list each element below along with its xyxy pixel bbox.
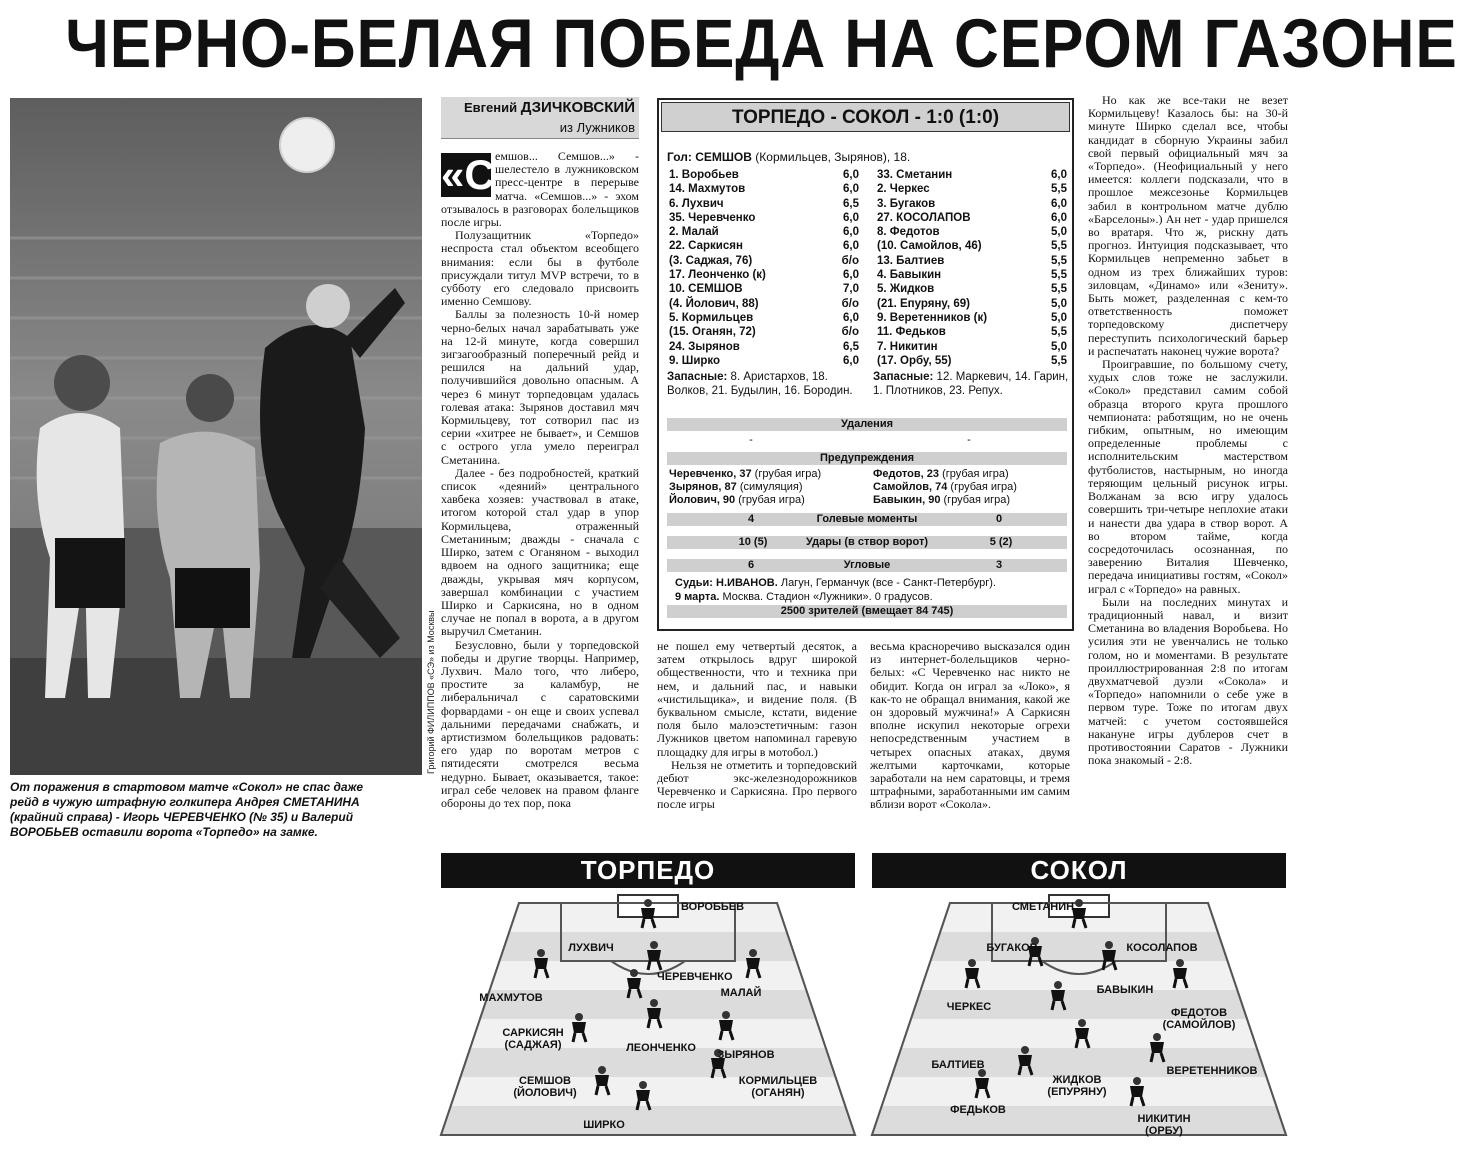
lineup-player-name: БАЛТИЕВ — [931, 1059, 985, 1071]
lineup-player-label — [952, 942, 1072, 954]
lineup-player-name: ФЕДЬКОВ — [950, 1104, 1006, 1116]
referee-label: Судьи: — [675, 577, 713, 589]
lineup-player-name: ВОРОБЬЕВ — [681, 901, 745, 913]
player-name: (15. Оганян, 72) — [669, 326, 756, 339]
lineup-title: ТОРПЕДО — [441, 853, 855, 888]
lineup-player-name: БАВЫКИН — [1096, 984, 1154, 996]
lineup-player-label — [909, 1001, 1029, 1013]
torpedo-lineup-diagram — [441, 853, 855, 1137]
sendoffs-row — [667, 433, 1067, 447]
player-row — [877, 282, 1067, 296]
article-column-4 — [1088, 94, 1288, 844]
shots-label: Удары (в створ ворот) — [805, 536, 929, 548]
match-venue: Москва. Стадион «Лужники». 0 градусов. — [722, 590, 933, 603]
warning-player: Самойлов, 74 — [873, 481, 948, 493]
match-date: 9 марта. — [675, 590, 720, 603]
player-row — [669, 268, 859, 282]
warning-reason: (грубая игра) — [950, 481, 1017, 493]
lineup-player-name: КОРМИЛЬЦЕВ — [738, 1075, 818, 1087]
warning-left — [669, 493, 805, 507]
warning-player: Федотов, 23 — [873, 468, 940, 480]
article-paragraph: Были на последних минутах и традиционный навал, и визит Сметанина во владения Воробьева. Но усилия эти не увенчались не только голом, но и моментами. В результате проиллюстрированная 2:8 по итогам двухматчевой дуэли «Сокола» и «Торпедо» напомнили о себе уже в первом туре. Тоже по итогам двух матчей: с учетом состоявшейся накануне игры дублеров счет в противостоянии Саратов - Лужники пока знакомый - 2:8. — [1088, 594, 1288, 768]
player-name: 9. Веретенников (к) — [877, 311, 988, 324]
player-row — [669, 168, 859, 182]
player-name: 10. СЕМШОВ — [669, 283, 743, 296]
corners-band — [667, 559, 1067, 572]
player-rating: 6,0 — [843, 311, 859, 324]
warning-right — [873, 467, 1009, 481]
lineup-player-name: СЕМШОВ — [519, 1075, 571, 1087]
warning-reason: (грубая игра) — [738, 494, 805, 506]
article-paragraph: Проигравшие, по большому счету, худых слов тоже не заслужили. «Сокол» представил самим собой образца второго круга прошлого чемпионата: работящим, но не очень гибким, опытным, но имеющим определенные проблемы с исполнительским мастерством футболистов, настырным, но иногда теряющим цельный рисунок игры. Волжанам за всю игру удалось совершить три-четыре неплохие атаки и нанести два удара в створ ворот. А во втором тайме, когда сосредоточилась осознанная, по заверению Виталия Шевченко, передача инициативы гостям, «Сокол» играл с «Торпедо» на равных. — [1088, 357, 1288, 596]
player-rating: 5,0 — [1051, 340, 1067, 353]
article-paragraph: Баллы за полезность 10-й номер черно-белых начал зарабатывать уже на 12-й минуте, когда совершил зигзагообразный поперечный рейд и решился на дальний удар, получившийся довольно опасным. А через 6 минут торпедовцам удалась голевая атака: Зырянов доставил мяч Кормильцеву, тот сотворил пас из серии «хитрее не бывает», и Семшов с острого угла умело переиграл Сметанина. — [441, 307, 639, 467]
chances-right: 0 — [995, 513, 1003, 525]
lineup-player-label — [1102, 942, 1222, 954]
lineup-player-label — [1012, 901, 1074, 913]
player-row — [877, 268, 1067, 282]
lineup-player-label — [1065, 984, 1185, 996]
player-rating: 6,0 — [843, 183, 859, 196]
player-name: 8. Федотов — [877, 226, 940, 239]
player-name: 4. Бавыкин — [877, 269, 942, 282]
lineup-player-label — [1104, 1113, 1224, 1137]
author-first-name: Евгений — [463, 100, 518, 115]
warning-right — [873, 480, 1017, 494]
warning-player: Бавыкин, 90 — [873, 494, 941, 506]
article-paragraph: не пошел ему четвертый десяток, а затем открылось вдруг широкой общественности, что и техника при нем, и дальний пас, и навыки «чистильщика», и видение поля. (В буквальном смысле, кстати, видение поля было малоэстетичным: газон Лужников цветом напоминал гаревую площадку для игры в мотобол.) — [657, 639, 857, 759]
warning-right — [873, 493, 1010, 507]
warning-left — [669, 467, 821, 481]
match-photo — [10, 98, 422, 775]
player-row — [877, 182, 1067, 196]
article-paragraph: Но как же все-таки не везет Кормильцеву! Казалось бы: на 30-й минуте Ширко сделал все, чтобы кандидат в сборную Украины забил свой первый официальный мяч за «Торпедо». (Неофициальный у него имеется: коллеги подсказали, что в прошлое межсезонье Кормильцев забил в контрольном матче дублю «Барселоны».) Ан нет - удар пришелся во вратаря. Что ж, рискну дать прогноз. Интуиция подсказывает, что Кормильцев непременно забьет в одном из трех ближайших туров: зиловцам, «Динамо» или «Зениту». Быть может, разделенная с кем-то ответственность поможет торпедовскому диспетчеру переступить психологический барьер и распечатать наконец чужие ворота? — [1088, 93, 1288, 358]
chances-left: 4 — [747, 513, 755, 525]
player-row — [877, 254, 1067, 268]
lineup-player-label — [686, 1049, 806, 1061]
warnings-label: Предупреждения — [819, 452, 915, 464]
lineup-player-name: ФЕДОТОВ — [1170, 1007, 1228, 1019]
referee-assistants: Лагун, Германчук (все - Санкт-Петербург). — [780, 577, 996, 589]
lineup-player-name: ЖИДКОВ — [1052, 1074, 1102, 1086]
lineup-substitute-name: (САДЖАЯ) — [504, 1039, 562, 1051]
player-rating: 6,0 — [1051, 211, 1067, 224]
byline — [441, 97, 639, 139]
warning-reason: (симуляция) — [739, 481, 803, 493]
lineup-player-name: САРКИСЯН — [502, 1027, 564, 1039]
shots-left: 10 (5) — [738, 536, 768, 548]
player-row — [669, 197, 859, 211]
player-rating: 5,0 — [1051, 311, 1067, 324]
lineup-player-label — [1152, 1065, 1272, 1077]
match-score-title: ТОРПЕДО - СОКОЛ - 1:0 (1:0) — [661, 102, 1070, 132]
article-column-3 — [870, 640, 1070, 840]
subs-label: Запасные: — [667, 371, 728, 383]
player-rating: 6,0 — [843, 226, 859, 239]
article-paragraph: весьма красноречиво высказался один из интернет-болельщиков черно-белых: «С Черевченко нас никто не обидит. Когда он играл за «Локо», я как-то не обращал внимания, какой же он здоровый мужчина!» А Саркисян вполне искупил некоторые огрехи непосредственным участием в четырех опасных атаках, двумя желтыми карточками, которые заработали на нем саратовцы, и тремя штрафными, заработанными им самим вблизи ворот «Сокола». — [870, 639, 1070, 812]
player-rating: 5,0 — [1051, 297, 1067, 310]
sokol-lineup-diagram — [872, 853, 1286, 1137]
player-row — [877, 354, 1067, 368]
article-paragraph: емшов... Семшов...» - шелестело в лужниковском пресс-центре в перерыве матча. «Семшов...» - эхом отзывалось в разговорах болельщиков после игры. — [441, 149, 639, 230]
goal-line — [667, 150, 910, 164]
attendance-band — [667, 605, 1067, 618]
player-row — [877, 297, 1067, 311]
lineup-player-label — [1139, 1007, 1259, 1031]
caption-line: рейд в чужую штрафную голкипера Андрея СМЕТАНИНА — [10, 795, 360, 809]
sendoffs-band — [667, 418, 1067, 431]
player-rating: 5,5 — [1051, 269, 1067, 282]
pitch — [441, 895, 855, 1137]
player-rating: 7,0 — [843, 283, 859, 296]
player-name: 33. Сметанин — [877, 169, 953, 181]
lineup-player-name: ЧЕРЕВЧЕНКО — [657, 971, 733, 983]
warning-row — [667, 467, 1067, 481]
drop-cap: «С — [441, 151, 495, 198]
player-rating: 6,5 — [843, 197, 859, 210]
player-row — [877, 168, 1067, 182]
player-rating: 6,0 — [843, 354, 859, 367]
warning-reason: (грубая игра) — [754, 468, 822, 480]
lineup-title: СОКОЛ — [872, 853, 1286, 888]
lineup-player-label — [657, 971, 733, 983]
article-paragraph: Безусловно, были у торпедовской победы и другие творцы. Например, Лухвич. Мало того, что либеро, простите за каламбур, не либеральничал с саратовскими форвардами - он еще и своих успевал дальними передачами снабжать, и артистизмом болельщиков радовать: его удар по воротам метров с пятидесяти смотрелся весьма недурно. Бывает, оказывается, такое: играл себе человек на правом фланге обороны до тех пор, пока — [441, 637, 639, 810]
player-row — [877, 340, 1067, 354]
subs-label: Запасные: — [873, 371, 934, 383]
lineup-player-label — [451, 992, 571, 1004]
player-rating: 6,5 — [843, 340, 859, 353]
lineup-player-name: КОСОЛАПОВ — [1126, 942, 1198, 954]
player-name: 6. Лухвич — [669, 197, 724, 210]
player-row — [877, 197, 1067, 211]
player-row — [669, 239, 859, 253]
article-paragraph: Далее - без подробностей, краткий список «деяний» центрального хавбека хозяев: участвовал в атаке, итогом которой стал удар в упор Кормильцева, отраженный Сметаниным; дважды - сначала с Ширко, затем с Оганяном - выходил вдвоем на одного защитника; еще дважды, укрывая мяч корпусом, завершал комбинации с участием Ширко и Саркисяна, но в одном случае не попал в ворота, а в другом выручил Сметанин. — [441, 465, 639, 639]
player-rating: б/о — [841, 326, 859, 339]
player-name: 1. Воробьев — [669, 169, 739, 181]
player-name: 13. Балтиев — [877, 254, 945, 267]
player-rating: 6,0 — [1051, 197, 1067, 210]
torpedo-player-list — [669, 168, 859, 368]
warning-left — [669, 480, 803, 494]
sendoffs-right: - — [967, 434, 971, 446]
player-rating: 5,5 — [1051, 240, 1067, 253]
lineup-player-label — [718, 1075, 838, 1099]
player-rating: 6,0 — [843, 211, 859, 224]
player-row — [877, 239, 1067, 253]
referee-info — [675, 577, 1065, 604]
goal-scorer: СЕМШОВ — [695, 150, 752, 164]
player-name: (17. Орбу, 55) — [877, 354, 952, 367]
corners-label: Угловые — [843, 559, 891, 571]
subs-names: 12. Маркевич, 14. Гарин, 1. Плотников, 23. Репух. — [873, 371, 1069, 397]
player-rating: 6,0 — [1051, 169, 1067, 181]
caption-line: От поражения в стартовом матче «Сокол» не спас даже — [10, 780, 364, 794]
player-rating: 6,0 — [843, 169, 859, 181]
player-rating: 5,5 — [1051, 283, 1067, 296]
lineup-player-label — [681, 987, 801, 999]
player-name: (3. Саджая, 76) — [669, 254, 753, 267]
player-rating: 6,0 — [843, 240, 859, 253]
shots-band — [667, 536, 1067, 549]
goal-detail: (Кормильцев, Зырянов), 18. — [755, 150, 911, 164]
photo-credit: Григорий ФИЛИППОВ «СЭ» из Москвы — [426, 610, 436, 774]
lineup-substitute-name: (ЙОЛОВИЧ) — [513, 1087, 577, 1099]
match-photo-illustration — [10, 98, 422, 775]
player-name: 9. Ширко — [669, 354, 721, 367]
author-last-name: ДЗИЧКОВСКИЙ — [520, 99, 635, 116]
player-row — [669, 182, 859, 196]
player-row — [669, 254, 859, 268]
lineup-player-name: МАХМУТОВ — [479, 992, 543, 1004]
player-rating: 5,5 — [1051, 326, 1067, 339]
warning-reason: (грубая игра) — [943, 494, 1011, 506]
player-name: 5. Жидков — [877, 283, 935, 296]
warning-player: Черевченко, 37 — [669, 468, 752, 480]
caption-line: ВОРОБЬЕВ оставили ворота «Торпедо» на замке. — [10, 825, 318, 839]
player-name: 22. Саркисян — [669, 240, 743, 253]
warning-row — [667, 493, 1067, 507]
sendoffs-left: - — [749, 434, 753, 446]
lineup-substitute-name: (ЕПУРЯНУ) — [1047, 1086, 1107, 1098]
lineup-player-label — [473, 1027, 593, 1051]
warning-player: Зырянов, 87 — [669, 481, 737, 493]
lineup-player-name: ШИРКО — [583, 1119, 625, 1131]
warning-player: Йолович, 90 — [669, 494, 736, 506]
lineup-player-name: ВЕРЕТЕННИКОВ — [1166, 1065, 1258, 1077]
player-rating: б/о — [841, 297, 859, 310]
player-row — [669, 311, 859, 325]
attendance: 2500 зрителей (вмещает 84 745) — [780, 605, 954, 617]
lineup-player-label — [544, 1119, 664, 1131]
player-name: (10. Самойлов, 46) — [877, 240, 982, 253]
corners-left: 6 — [747, 559, 755, 571]
player-name: 17. Леонченко (к) — [669, 269, 766, 282]
player-name: (21. Епуряну, 69) — [877, 297, 970, 310]
player-rating: 5,5 — [1051, 254, 1067, 267]
lineup-player-name: ЗЫРЯНОВ — [717, 1049, 775, 1061]
article-column-2 — [657, 640, 857, 840]
player-row — [669, 225, 859, 239]
player-row — [669, 282, 859, 296]
player-row — [877, 325, 1067, 339]
player-name: 2. Малай — [669, 226, 719, 239]
match-stats-box — [657, 98, 1074, 631]
player-rating: 6,0 — [843, 269, 859, 282]
player-name: 2. Черкес — [877, 183, 930, 196]
sendoffs-label: Удаления — [840, 418, 894, 430]
lineup-player-label — [1017, 1074, 1137, 1098]
headline: ЧЕРНО-БЕЛАЯ ПОБЕДА НА СЕРОМ ГАЗОНЕ — [65, 5, 1458, 82]
caption-line: (крайний справа) - Игорь ЧЕРЕВЧЕНКО (№ 35) и Валерий — [10, 810, 354, 824]
player-row — [877, 225, 1067, 239]
torpedo-substitutes — [667, 370, 863, 398]
lineup-player-label — [485, 1075, 605, 1099]
sokol-player-list — [877, 168, 1067, 368]
article-paragraph: Нельзя не отметить и торпедовский дебют экс-железнодорожников Черевченко и Саркисяна. Про первого после игры — [657, 757, 857, 812]
lineup-player-name: ЛУХВИЧ — [568, 942, 614, 954]
player-row — [669, 340, 859, 354]
player-row — [669, 325, 859, 339]
lineup-player-name: МАЛАЙ — [720, 987, 762, 999]
subs-names: 8. Аристархов, 18. Волков, 21. Будылин, 16. Бородин. — [667, 371, 853, 397]
lineup-substitute-name: (САМОЙЛОВ) — [1162, 1019, 1236, 1031]
player-rating: б/о — [841, 254, 859, 267]
player-name: 14. Махмутов — [669, 183, 746, 196]
player-rating: 5,5 — [1051, 183, 1067, 196]
corners-right: 3 — [995, 559, 1003, 571]
warning-row — [667, 480, 1067, 494]
player-row — [669, 211, 859, 225]
shots-right: 5 (2) — [989, 536, 1013, 548]
article-column-1 — [441, 150, 639, 840]
chances-band — [667, 513, 1067, 526]
lineup-player-name: ЛЕОНЧЕНКО — [626, 1042, 696, 1054]
author-location: из Лужников — [559, 120, 635, 135]
lineup-player-label — [531, 942, 651, 954]
lineup-substitute-name: (ОРБУ) — [1145, 1125, 1183, 1137]
chances-label: Голевые моменты — [816, 513, 918, 525]
player-name: (4. Йолович, 88) — [669, 297, 759, 310]
player-name: 3. Бугаков — [877, 197, 936, 210]
player-name: 5. Кормильцев — [669, 311, 754, 324]
lineup-substitute-name: (ОГАНЯН) — [751, 1087, 805, 1099]
referee-name: Н.ИВАНОВ. — [716, 577, 778, 589]
player-row — [877, 311, 1067, 325]
warning-reason: (грубая игра) — [942, 468, 1009, 480]
lineup-player-name: СМЕТАНИН — [1012, 901, 1075, 913]
lineup-player-label — [681, 901, 744, 913]
player-row — [669, 297, 859, 311]
player-row — [877, 211, 1067, 225]
player-name: 7. Никитин — [877, 340, 938, 353]
player-name: 11. Федьков — [877, 326, 946, 339]
lineup-player-name: ЧЕРКЕС — [946, 1001, 992, 1013]
lineup-player-name: НИКИТИН — [1137, 1113, 1191, 1125]
player-rating: 5,0 — [1051, 226, 1067, 239]
goal-label: Гол: — [667, 150, 692, 164]
warnings-band — [667, 452, 1067, 465]
player-name: 35. Черевченко — [669, 211, 756, 224]
player-rating: 5,5 — [1051, 354, 1067, 367]
article-paragraph: Полузащитник «Торпедо» неспроста стал объектом всеобщего внимания: если бы в футболе присуждали титул MVP встречи, то в субботу его следовало присвоить именно Семшову. — [441, 228, 639, 309]
player-name: 27. КОСОЛАПОВ — [877, 211, 971, 224]
lineup-player-label — [918, 1104, 1038, 1116]
photo-caption — [10, 780, 430, 840]
sokol-substitutes — [873, 370, 1069, 398]
player-name: 24. Зырянов — [669, 340, 740, 353]
lineup-player-label — [898, 1059, 1018, 1071]
lineup-player-name: БУГАКОВ — [986, 942, 1038, 954]
player-row — [669, 354, 859, 368]
